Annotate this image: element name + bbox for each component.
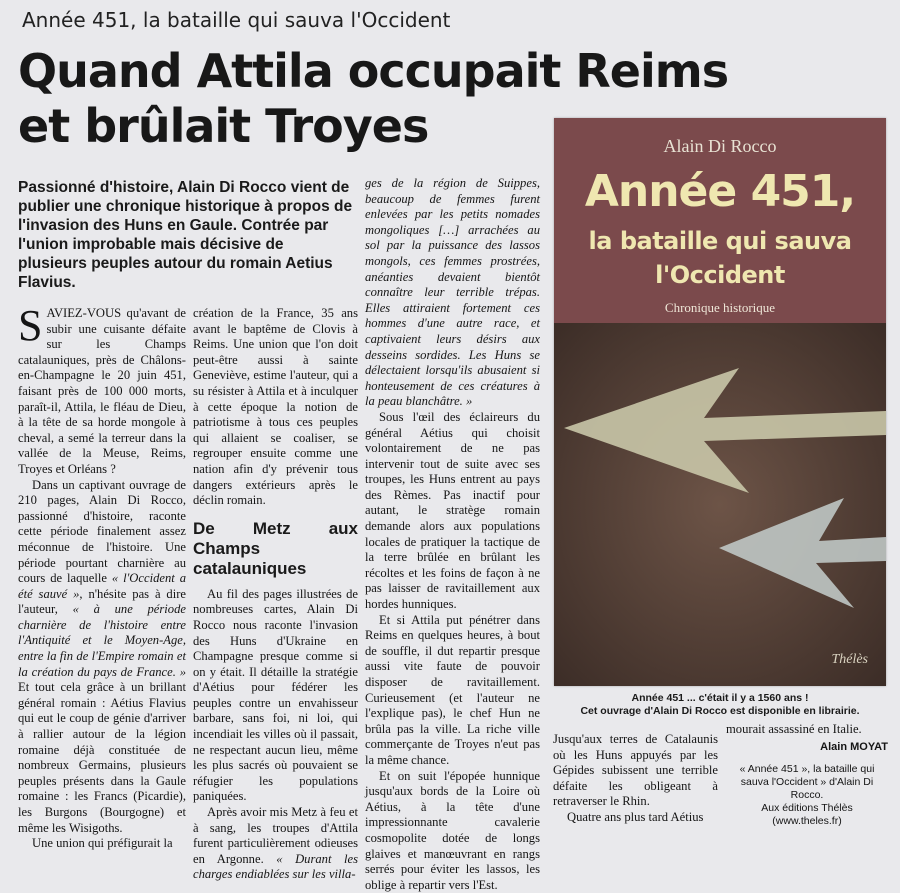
article-column-5: [726, 722, 888, 837]
paragraph: Dans un captivant ouvrage de 210 pages, Alain Di Rocco, passionné d'histoire, raconte cette période finalement assez méconnue de l'histoire. Une période pourtant charnière au cours de laquelle « l'Occident a été sauvé », n'hésite pas à dire l'auteur, « à une période charnière de l'histoire entre l'Antiquité et le Moyen-Age, entre la fin de l'Empire romain et la création du pays de France. » Et tout cela grâce à un brillant général romain : Aétius Flavius qui eut le coup de génie d'arriver à rallier autour de la légion romaine déjà constituée de nombreux Germains, plusieurs peuples présents dans la Gaule romaine : les Francs (Picardie), les Burgons (Bourgogne) et même les Wisigoths.: [18, 477, 186, 835]
paragraph: création de la France, 35 ans avant le baptême de Clovis à Reims. Une union que l'on doit peut-être aussi à sainte Geneviève, estime l'auteur, qui a su résister à Attila et à inculquer à cette époque la notion de patriotisme à tous ces peuples qui allaient se coaliser, se regrouper ensuite comme une nation afin d'y prévenir tous dangers extérieurs après le déclin romain.: [193, 306, 358, 508]
book-title: Année 451,: [584, 166, 856, 217]
book-publisher: Thélès: [831, 652, 868, 667]
paragraph: mourait assassiné en Italie.: [726, 722, 862, 736]
book-subtitle: Chronique historique: [664, 300, 776, 315]
author-signature: Alain MOYAT: [820, 740, 888, 753]
book-cover-image: [554, 118, 886, 686]
article-column-4: [553, 732, 718, 837]
drop-cap: S: [18, 301, 43, 350]
paragraph: SAVIEZ-VOUS qu'avant de subir une cuisante défaite sur les Champs catalauniques, près de Châlons-en-Champagne le 20 juin 451, faisant près de 100 000 morts, paraît-il, Attila, le fléau de Dieu, à la tête de sa horde mongole à cheval, a semé la terreur dans la vallée de la Meuse, Reims, Troyes et Orléans ?: [18, 301, 186, 476]
quote-paragraph: ges de la région de Suippes, beaucoup de femmes furent enlevées par les petits nomades mongoliques […] arrachées au sol par la puissance des lassos mongols, ces femmes prostrées, anéanties devaient bientôt connaître leur terrible trépas. Elles attiraient fortement ces hommes d'une autre race, et captivaient leurs désirs aux desseins sordides. Les Huns se délectaient lorsqu'ils abusaient si honteusement de ces créatures à la peau blanchâtre. »: [365, 176, 540, 409]
paragraph: Au fil des pages illustrées de nombreuses cartes, Alain Di Rocco nous raconte l'invasion des Huns d'Ukraine en Champagne presque comme si on y était. Il détaille la stratégie d'Aétius pour fédérer les peuples contre un envahisseur barbare, sans foi, ni loi, qui incendiait les villes où il passait, ne respectant aucun lieu, même les plus sacrés où pouvaient se réfugier les populations paniquées.: [193, 586, 358, 804]
paragraph: Une union qui préfigurait la: [32, 836, 173, 851]
image-caption: Année 451 ... c'était il y a 1560 ans ! Cet ouvrage d'Alain Di Rocco est disponible en librairie.: [580, 692, 860, 717]
book-author: Alain Di Rocco: [663, 136, 777, 156]
article-column-3: [365, 176, 540, 892]
paragraph: Quatre ans plus tard Aétius: [567, 809, 704, 824]
paragraph: Jusqu'aux terres de Catalaunis où les Huns appuyés par les Gépides subissent une terrible défaite les obligeant à retraverser le Rhin.: [553, 732, 718, 809]
headline-line-2: et brûlait Troyes: [18, 99, 429, 153]
headline-line-1: Quand Attila occupait Reims: [18, 44, 729, 98]
lede: Passionné d'histoire, Alain Di Rocco vient de publier une chronique historique à propos de l'invasion des Huns en Gaule. Contrée par l'union improbable mais décisive de plusieurs peuples autour du romain Aetius Flavius.: [18, 179, 353, 291]
paragraph: Sous l'œil des éclaireurs du général Aétius qui choisit volontairement de ne pas intervenir tout de suite avec ses troupes, les Huns entrent au pays des Rèmes. Pas inactif pour autant, le stratège romain demande alors aux populations locales de pratiquer la tactique de la terre brûlée en brûlant les récoltes et les foins de façon à ne pas laisser de ravitaillement aux hordes hunniques.: [365, 409, 540, 612]
book-reference: « Année 451 », la bataille qui sauva l'Occident » d'Alain Di Rocco. Aux éditions Thélès (www.theles.fr): [739, 763, 875, 828]
paragraph: Et on suit l'épopée hunnique jusqu'aux bords de la Loire où Aétius, à la tête d'une impressionnante cavalerie cosmopolite dotée de longs glaives et manœuvrant en rangs serrés pour éviter les lassos, les oblige à repartir vers l'Est.: [365, 768, 540, 892]
kicker: Année 451, la bataille qui sauva l'Occident: [22, 8, 451, 32]
paragraph: Et si Attila put pénétrer dans Reims en quelques heures, à bout de souffle, il dut repartir presque aussi vite faute de pouvoir disposer de ravitaillement. Curieusement (et l'auteur ne l'explique pas), le chef Hun ne brûla pas la ville. La riche ville commerçante de Troyes n'eut pas la même chance.: [365, 612, 540, 767]
article-column-1: [18, 301, 186, 851]
book-title-continued: la bataille qui sauva l'Occident: [588, 227, 852, 289]
paragraph: Après avoir mis Metz à feu et à sang, les troupes d'Attila furent particulièrement odieuses en Argonne. « Durant les charges endiablées sur les villa-: [193, 805, 358, 882]
article-column-2: [193, 306, 358, 882]
arrows-illustration: [554, 323, 886, 686]
subheading: De Metz aux Champs catalauniques: [193, 518, 358, 578]
